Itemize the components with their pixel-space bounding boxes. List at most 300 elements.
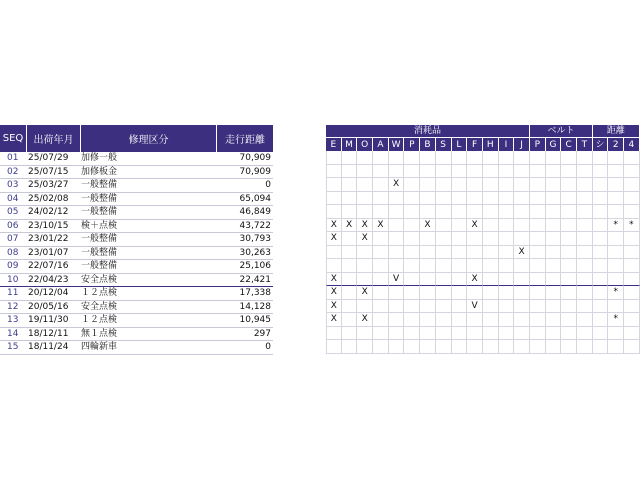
- grid-cell[interactable]: [467, 165, 483, 179]
- grid-cell[interactable]: [420, 300, 436, 314]
- grid-cell[interactable]: X: [514, 246, 530, 260]
- grid-cell[interactable]: [593, 273, 609, 287]
- grid-cell[interactable]: X: [357, 219, 373, 233]
- grid-cell[interactable]: [577, 313, 593, 327]
- grid-cell[interactable]: [436, 300, 452, 314]
- grid-cell[interactable]: [420, 165, 436, 179]
- grid-cell[interactable]: [577, 205, 593, 219]
- grid-cell[interactable]: [452, 205, 468, 219]
- grid-cell[interactable]: X: [326, 232, 342, 246]
- grid-cell[interactable]: [389, 192, 405, 206]
- grid-cell[interactable]: [624, 165, 640, 179]
- grid-cell[interactable]: [452, 300, 468, 314]
- grid-cell[interactable]: [452, 178, 468, 192]
- grid-cell[interactable]: [608, 232, 624, 246]
- grid-cell[interactable]: [452, 192, 468, 206]
- grid-cell[interactable]: [577, 273, 593, 287]
- grid-cell[interactable]: [624, 286, 640, 300]
- grid-cell[interactable]: [608, 273, 624, 287]
- grid-cell[interactable]: [514, 340, 530, 354]
- grid-cell[interactable]: [342, 232, 358, 246]
- grid-cell[interactable]: [420, 327, 436, 341]
- grid-cell[interactable]: [530, 246, 546, 260]
- grid-cell[interactable]: [546, 313, 562, 327]
- grid-cell[interactable]: [420, 205, 436, 219]
- grid-cell[interactable]: [624, 246, 640, 260]
- grid-cell[interactable]: [436, 327, 452, 341]
- table-row[interactable]: [0, 233, 273, 247]
- grid-cell[interactable]: [608, 178, 624, 192]
- grid-cell[interactable]: [530, 219, 546, 233]
- grid-cell[interactable]: [373, 327, 389, 341]
- grid-cell[interactable]: [389, 219, 405, 233]
- grid-cell[interactable]: X: [357, 232, 373, 246]
- grid-cell[interactable]: [546, 327, 562, 341]
- grid-cell[interactable]: [561, 246, 577, 260]
- grid-cell[interactable]: [546, 178, 562, 192]
- grid-cell[interactable]: [593, 151, 609, 165]
- grid-cell[interactable]: [608, 151, 624, 165]
- grid-cell[interactable]: [530, 232, 546, 246]
- grid-cell[interactable]: [499, 151, 515, 165]
- table-row[interactable]: [0, 179, 273, 193]
- grid-cell[interactable]: [404, 205, 420, 219]
- grid-cell[interactable]: [624, 327, 640, 341]
- grid-cell[interactable]: [561, 219, 577, 233]
- grid-cell[interactable]: [452, 273, 468, 287]
- grid-cell[interactable]: [483, 219, 499, 233]
- table-row[interactable]: [0, 287, 273, 301]
- grid-cell[interactable]: [342, 286, 358, 300]
- grid-cell[interactable]: [467, 340, 483, 354]
- grid-cell[interactable]: [389, 313, 405, 327]
- grid-cell[interactable]: [624, 232, 640, 246]
- grid-cell[interactable]: [499, 313, 515, 327]
- grid-cell[interactable]: X: [342, 219, 358, 233]
- grid-cell[interactable]: [530, 286, 546, 300]
- grid-cell[interactable]: [467, 205, 483, 219]
- grid-cell[interactable]: [373, 178, 389, 192]
- grid-cell[interactable]: [561, 205, 577, 219]
- grid-cell[interactable]: [373, 273, 389, 287]
- grid-cell[interactable]: [404, 313, 420, 327]
- grid-cell[interactable]: [326, 192, 342, 206]
- grid-cell[interactable]: [546, 259, 562, 273]
- grid-cell[interactable]: [546, 232, 562, 246]
- grid-cell[interactable]: [452, 165, 468, 179]
- grid-cell[interactable]: [357, 178, 373, 192]
- grid-cell[interactable]: [342, 205, 358, 219]
- grid-cell[interactable]: [357, 273, 373, 287]
- grid-cell[interactable]: [342, 151, 358, 165]
- grid-cell[interactable]: [342, 192, 358, 206]
- grid-cell[interactable]: [436, 232, 452, 246]
- grid-cell[interactable]: [546, 219, 562, 233]
- grid-cell[interactable]: [514, 151, 530, 165]
- grid-cell[interactable]: [624, 340, 640, 354]
- table-row[interactable]: [0, 341, 273, 355]
- grid-cell[interactable]: [499, 259, 515, 273]
- grid-cell[interactable]: [452, 232, 468, 246]
- grid-cell[interactable]: [326, 327, 342, 341]
- grid-cell[interactable]: [546, 273, 562, 287]
- grid-cell[interactable]: [483, 165, 499, 179]
- grid-cell[interactable]: [624, 178, 640, 192]
- grid-cell[interactable]: [452, 340, 468, 354]
- grid-cell[interactable]: X: [467, 219, 483, 233]
- grid-cell[interactable]: [514, 300, 530, 314]
- grid-cell[interactable]: [608, 327, 624, 341]
- grid-cell[interactable]: [514, 178, 530, 192]
- grid-cell[interactable]: [546, 151, 562, 165]
- grid-cell[interactable]: [514, 165, 530, 179]
- grid-cell[interactable]: [499, 327, 515, 341]
- grid-cell[interactable]: X: [389, 178, 405, 192]
- grid-cell[interactable]: [546, 165, 562, 179]
- grid-cell[interactable]: [593, 205, 609, 219]
- grid-cell[interactable]: [483, 273, 499, 287]
- grid-cell[interactable]: [514, 327, 530, 341]
- grid-cell[interactable]: [404, 246, 420, 260]
- grid-cell[interactable]: [404, 232, 420, 246]
- grid-cell[interactable]: [342, 340, 358, 354]
- grid-cell[interactable]: [420, 273, 436, 287]
- grid-cell[interactable]: [483, 340, 499, 354]
- grid-cell[interactable]: [420, 232, 436, 246]
- grid-cell[interactable]: [373, 151, 389, 165]
- grid-cell[interactable]: [608, 205, 624, 219]
- grid-cell[interactable]: [483, 286, 499, 300]
- grid-cell[interactable]: *: [608, 219, 624, 233]
- grid-cell[interactable]: [420, 246, 436, 260]
- grid-cell[interactable]: [436, 151, 452, 165]
- grid-cell[interactable]: [452, 327, 468, 341]
- grid-cell[interactable]: [373, 192, 389, 206]
- grid-cell[interactable]: [546, 286, 562, 300]
- grid-cell[interactable]: [452, 259, 468, 273]
- grid-cell[interactable]: [577, 178, 593, 192]
- grid-cell[interactable]: [467, 232, 483, 246]
- grid-cell[interactable]: [357, 300, 373, 314]
- grid-cell[interactable]: [546, 246, 562, 260]
- grid-cell[interactable]: [420, 151, 436, 165]
- grid-cell[interactable]: [499, 178, 515, 192]
- grid-cell[interactable]: [436, 165, 452, 179]
- grid-cell[interactable]: [483, 192, 499, 206]
- grid-cell[interactable]: [593, 219, 609, 233]
- grid-cell[interactable]: [530, 205, 546, 219]
- grid-cell[interactable]: [530, 300, 546, 314]
- grid-cell[interactable]: [577, 286, 593, 300]
- grid-cell[interactable]: [373, 232, 389, 246]
- grid-cell[interactable]: [624, 192, 640, 206]
- grid-cell[interactable]: [499, 205, 515, 219]
- grid-cell[interactable]: [357, 246, 373, 260]
- grid-cell[interactable]: X: [326, 313, 342, 327]
- grid-cell[interactable]: [436, 246, 452, 260]
- grid-cell[interactable]: X: [357, 286, 373, 300]
- grid-cell[interactable]: [436, 259, 452, 273]
- grid-cell[interactable]: [452, 219, 468, 233]
- grid-cell[interactable]: [452, 313, 468, 327]
- grid-cell[interactable]: [593, 327, 609, 341]
- grid-cell[interactable]: [389, 232, 405, 246]
- grid-cell[interactable]: [624, 259, 640, 273]
- grid-cell[interactable]: [342, 300, 358, 314]
- grid-cell[interactable]: [561, 327, 577, 341]
- table-row[interactable]: [0, 301, 273, 315]
- grid-cell[interactable]: [483, 327, 499, 341]
- table-row[interactable]: [0, 260, 273, 274]
- table-row[interactable]: [0, 314, 273, 328]
- grid-cell[interactable]: [593, 259, 609, 273]
- grid-cell[interactable]: X: [467, 273, 483, 287]
- grid-cell[interactable]: [546, 192, 562, 206]
- grid-cell[interactable]: [467, 313, 483, 327]
- grid-cell[interactable]: [499, 232, 515, 246]
- grid-cell[interactable]: [530, 178, 546, 192]
- grid-cell[interactable]: [436, 273, 452, 287]
- grid-cell[interactable]: [389, 246, 405, 260]
- grid-cell[interactable]: [357, 192, 373, 206]
- grid-cell[interactable]: [577, 300, 593, 314]
- grid-cell[interactable]: [483, 178, 499, 192]
- grid-cell[interactable]: [342, 273, 358, 287]
- grid-cell[interactable]: [499, 246, 515, 260]
- grid-cell[interactable]: [467, 151, 483, 165]
- grid-cell[interactable]: [514, 232, 530, 246]
- grid-cell[interactable]: [389, 340, 405, 354]
- grid-cell[interactable]: [467, 327, 483, 341]
- grid-cell[interactable]: [561, 313, 577, 327]
- grid-cell[interactable]: [404, 273, 420, 287]
- grid-cell[interactable]: [530, 192, 546, 206]
- grid-cell[interactable]: [499, 273, 515, 287]
- grid-cell[interactable]: [561, 340, 577, 354]
- grid-cell[interactable]: [436, 219, 452, 233]
- grid-cell[interactable]: [420, 178, 436, 192]
- grid-cell[interactable]: [420, 286, 436, 300]
- grid-cell[interactable]: [404, 300, 420, 314]
- grid-cell[interactable]: [561, 300, 577, 314]
- grid-cell[interactable]: [342, 178, 358, 192]
- grid-cell[interactable]: [514, 273, 530, 287]
- grid-cell[interactable]: [593, 165, 609, 179]
- grid-cell[interactable]: [546, 205, 562, 219]
- grid-cell[interactable]: [499, 192, 515, 206]
- grid-cell[interactable]: [467, 178, 483, 192]
- grid-cell[interactable]: [608, 300, 624, 314]
- grid-cell[interactable]: [483, 151, 499, 165]
- grid-cell[interactable]: [357, 151, 373, 165]
- grid-cell[interactable]: [624, 313, 640, 327]
- grid-cell[interactable]: [530, 273, 546, 287]
- grid-cell[interactable]: [624, 151, 640, 165]
- grid-cell[interactable]: [608, 192, 624, 206]
- grid-cell[interactable]: [404, 192, 420, 206]
- grid-cell[interactable]: [499, 340, 515, 354]
- grid-cell[interactable]: X: [420, 219, 436, 233]
- grid-cell[interactable]: [436, 313, 452, 327]
- grid-cell[interactable]: [593, 340, 609, 354]
- grid-cell[interactable]: [593, 232, 609, 246]
- grid-cell[interactable]: [561, 273, 577, 287]
- grid-cell[interactable]: [608, 259, 624, 273]
- grid-cell[interactable]: X: [373, 219, 389, 233]
- grid-cell[interactable]: [342, 313, 358, 327]
- grid-cell[interactable]: [326, 205, 342, 219]
- grid-cell[interactable]: [373, 246, 389, 260]
- grid-cell[interactable]: [624, 300, 640, 314]
- grid-cell[interactable]: [577, 165, 593, 179]
- grid-cell[interactable]: [404, 165, 420, 179]
- grid-cell[interactable]: [530, 340, 546, 354]
- grid-cell[interactable]: [593, 246, 609, 260]
- grid-cell[interactable]: [483, 232, 499, 246]
- grid-cell[interactable]: [530, 313, 546, 327]
- grid-cell[interactable]: [389, 300, 405, 314]
- grid-cell[interactable]: [436, 286, 452, 300]
- grid-cell[interactable]: [514, 192, 530, 206]
- table-row[interactable]: [0, 206, 273, 220]
- grid-cell[interactable]: [514, 219, 530, 233]
- table-row[interactable]: [0, 166, 273, 180]
- grid-cell[interactable]: [326, 259, 342, 273]
- grid-cell[interactable]: [326, 165, 342, 179]
- grid-cell[interactable]: [577, 219, 593, 233]
- grid-cell[interactable]: [499, 300, 515, 314]
- table-row[interactable]: [0, 328, 273, 342]
- grid-cell[interactable]: V: [467, 300, 483, 314]
- grid-cell[interactable]: [561, 232, 577, 246]
- grid-cell[interactable]: [593, 300, 609, 314]
- grid-cell[interactable]: [404, 286, 420, 300]
- grid-cell[interactable]: [467, 192, 483, 206]
- grid-cell[interactable]: [467, 246, 483, 260]
- grid-cell[interactable]: [404, 151, 420, 165]
- grid-cell[interactable]: [357, 340, 373, 354]
- grid-cell[interactable]: [483, 300, 499, 314]
- grid-cell[interactable]: [577, 232, 593, 246]
- grid-cell[interactable]: *: [608, 313, 624, 327]
- grid-cell[interactable]: [467, 286, 483, 300]
- grid-cell[interactable]: [452, 246, 468, 260]
- grid-cell[interactable]: [608, 340, 624, 354]
- table-row[interactable]: [0, 193, 273, 207]
- grid-cell[interactable]: [530, 165, 546, 179]
- grid-cell[interactable]: [530, 327, 546, 341]
- grid-cell[interactable]: [452, 286, 468, 300]
- grid-cell[interactable]: [499, 219, 515, 233]
- grid-cell[interactable]: [608, 246, 624, 260]
- grid-cell[interactable]: [483, 205, 499, 219]
- grid-cell[interactable]: [357, 165, 373, 179]
- grid-cell[interactable]: X: [326, 219, 342, 233]
- grid-cell[interactable]: [577, 246, 593, 260]
- grid-cell[interactable]: [373, 313, 389, 327]
- grid-cell[interactable]: *: [624, 219, 640, 233]
- grid-cell[interactable]: [530, 151, 546, 165]
- grid-cell[interactable]: [452, 151, 468, 165]
- grid-cell[interactable]: [561, 178, 577, 192]
- grid-cell[interactable]: [389, 151, 405, 165]
- grid-cell[interactable]: [342, 259, 358, 273]
- grid-cell[interactable]: [436, 192, 452, 206]
- grid-cell[interactable]: [593, 192, 609, 206]
- grid-cell[interactable]: [514, 259, 530, 273]
- grid-cell[interactable]: [577, 340, 593, 354]
- grid-cell[interactable]: [514, 286, 530, 300]
- grid-cell[interactable]: [561, 151, 577, 165]
- grid-cell[interactable]: [436, 205, 452, 219]
- grid-cell[interactable]: [420, 192, 436, 206]
- grid-cell[interactable]: [373, 165, 389, 179]
- grid-cell[interactable]: X: [326, 286, 342, 300]
- grid-cell[interactable]: [483, 246, 499, 260]
- grid-cell[interactable]: [404, 259, 420, 273]
- grid-cell[interactable]: [326, 246, 342, 260]
- grid-cell[interactable]: [326, 151, 342, 165]
- grid-cell[interactable]: [593, 286, 609, 300]
- grid-cell[interactable]: [467, 259, 483, 273]
- table-row[interactable]: [0, 274, 273, 288]
- grid-cell[interactable]: [593, 313, 609, 327]
- grid-cell[interactable]: [389, 259, 405, 273]
- grid-cell[interactable]: [357, 327, 373, 341]
- grid-cell[interactable]: [561, 259, 577, 273]
- grid-cell[interactable]: [373, 286, 389, 300]
- grid-cell[interactable]: [389, 205, 405, 219]
- grid-cell[interactable]: [514, 205, 530, 219]
- grid-cell[interactable]: [624, 273, 640, 287]
- grid-cell[interactable]: [483, 259, 499, 273]
- grid-cell[interactable]: [499, 286, 515, 300]
- grid-cell[interactable]: [420, 259, 436, 273]
- grid-cell[interactable]: [499, 165, 515, 179]
- grid-cell[interactable]: [373, 205, 389, 219]
- grid-cell[interactable]: [436, 178, 452, 192]
- grid-cell[interactable]: [420, 313, 436, 327]
- grid-cell[interactable]: [577, 151, 593, 165]
- grid-cell[interactable]: [357, 259, 373, 273]
- grid-cell[interactable]: [561, 165, 577, 179]
- grid-cell[interactable]: [342, 327, 358, 341]
- grid-cell[interactable]: [357, 205, 373, 219]
- grid-cell[interactable]: [373, 259, 389, 273]
- table-row[interactable]: [0, 220, 273, 234]
- grid-cell[interactable]: [404, 327, 420, 341]
- grid-cell[interactable]: [389, 327, 405, 341]
- grid-cell[interactable]: X: [357, 313, 373, 327]
- grid-cell[interactable]: [577, 259, 593, 273]
- grid-cell[interactable]: [608, 165, 624, 179]
- table-row[interactable]: [0, 247, 273, 261]
- grid-cell[interactable]: [326, 340, 342, 354]
- grid-cell[interactable]: [404, 219, 420, 233]
- grid-cell[interactable]: [389, 286, 405, 300]
- grid-cell[interactable]: [577, 327, 593, 341]
- grid-cell[interactable]: [483, 313, 499, 327]
- grid-cell[interactable]: [577, 192, 593, 206]
- grid-cell[interactable]: [404, 340, 420, 354]
- grid-cell[interactable]: [326, 178, 342, 192]
- grid-cell[interactable]: [514, 313, 530, 327]
- table-row[interactable]: [0, 152, 273, 166]
- grid-cell[interactable]: [373, 340, 389, 354]
- grid-cell[interactable]: [436, 340, 452, 354]
- grid-cell[interactable]: [546, 340, 562, 354]
- grid-cell[interactable]: *: [608, 286, 624, 300]
